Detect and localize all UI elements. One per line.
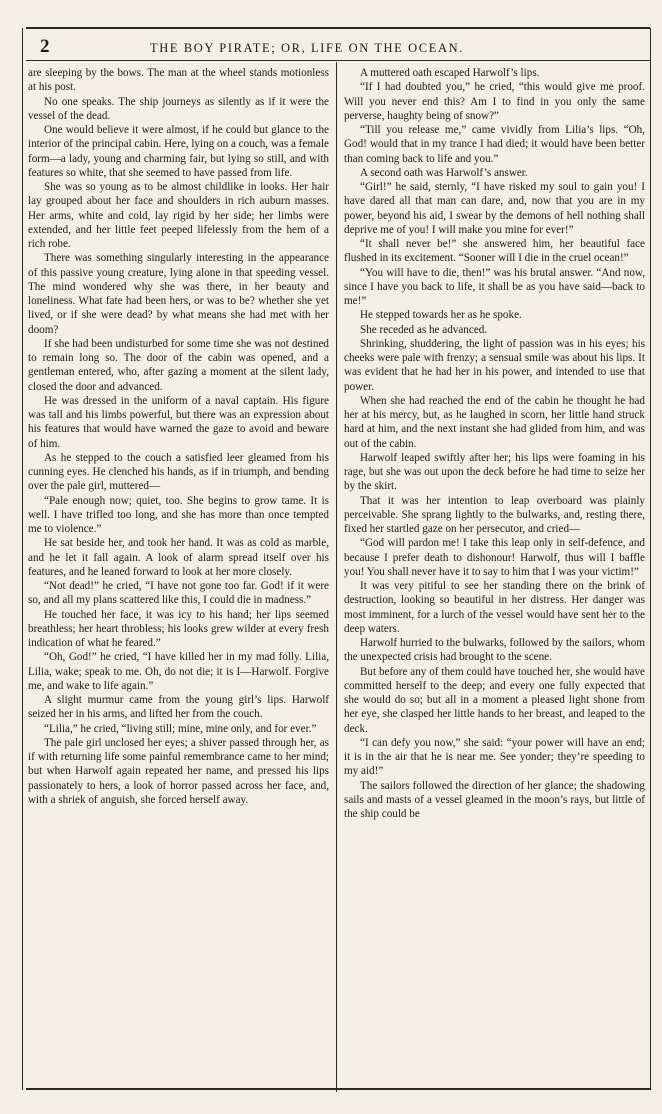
paragraph: If she had been undisturbed for some time she was not destined to remain long so. The door of the cabin was opened, and a gentleman entered, who, after gazing a moment at the silent lady, closed the door and advanced. [28, 337, 329, 393]
paragraph: “Not dead!” he cried, “I have not gone too far. God! if it were so, and all my plans scattered like this, I could die in madness.” [28, 580, 329, 607]
paragraph: “You will have to die, then!” was his brutal answer. “And now, since I have you back to life, it shall be as you have said—back to me!” [344, 266, 645, 307]
right-border-rule [650, 28, 651, 1090]
left-border-rule [22, 28, 23, 1090]
right-column [344, 66, 645, 1114]
paragraph: The sailors followed the direction of her glance; the shadowing sails and masts of a vessel gleamed in the moon’s rays, but little of the ship could be [344, 779, 645, 820]
page-number: 2 [40, 36, 50, 57]
header-rule [26, 60, 650, 61]
paragraph: No one speaks. The ship journeys as silently as if it were the vessel of the dead. [28, 95, 329, 122]
paragraph: He touched her face, it was icy to his hand; her lips seemed breathless; her heart throbless; his looks grew wilder at every fresh indication of what he feared.” [28, 608, 329, 649]
running-title: THE BOY PIRATE; OR, LIFE ON THE OCEAN. [150, 41, 464, 55]
left-column [28, 66, 329, 1114]
paragraph: “I can defy you now,” she said: “your power will have an end; it is in the air that he is near me. See yonder; they’re speeding to my aid!” [344, 736, 645, 778]
paragraph: He was dressed in the uniform of a naval captain. His figure was tall and his limbs powerful, but there was an expression about his features that would have warned the gaze to avoid and beware of him. [28, 394, 329, 450]
bottom-border-rule [26, 1088, 650, 1090]
paragraph: A slight murmur came from the young girl’s lips. Harwolf seized her in his arms, and lifted her from the couch. [28, 694, 329, 721]
paragraph: She receded as he advanced. [360, 323, 488, 336]
paragraph: That it was her intention to leap overboard was plainly perceivable. She sprang lightly to the bulwarks, and, resting there, fixed her startled gaze on her persecutor, and cried— [344, 494, 645, 535]
paragraph: Harwolf leaped swiftly after her; his lips were foaming in his rage, but she was out upon the deck before he had time to seize her by the skirt. [344, 451, 645, 493]
column-divider [336, 62, 337, 1092]
paragraph: “Lilia,” he cried, “living still; mine, mine only, and for ever.” [44, 722, 317, 735]
paragraph: Shrinking, shuddering, the light of passion was in his eyes; his cheeks were pale with frenzy; a sensual smile was about his lips. It was evident that he had her in his power, and intended to use that power. [344, 337, 645, 393]
paragraph: One would believe it were almost, if he could but glance to the interior of the principal cabin. Here, lying on a couch, was a female form—a lady, young and charming fair, but lying so still, and with features so white, that she seemed to have passed from life. [28, 124, 329, 179]
paragraph: “God will pardon me! I take this leap only in self-defence, and because I prefer death to dishonour! Harwolf, thus will I baffle you! You shall never have it to say to him that I was your victim!” [344, 537, 645, 578]
paragraph: But before any of them could have touched her, she would have committed herself to the deep; and every one fully expected that she would do so; but all in a moment a pleased light shone from her eye, she clasped her little hands to her breast, and leaped to the deck. [344, 665, 645, 735]
paragraph: “It shall never be!” she answered him, her beautiful face flushed in its excitement. “Sooner will I die in the cruel ocean!” [344, 238, 645, 265]
paragraph: A second oath was Harwolf’s answer. [360, 166, 528, 179]
paragraph: A muttered oath escaped Harwolf’s lips. [360, 67, 540, 79]
paragraph: “Pale enough now; quiet, too. She begins to grow tame. It is well. I have trifled too long, and she has more than once tempted me to violence.” [28, 494, 329, 535]
paragraph: “If I had doubted you,” he cried, “this would give me proof. Will you never end this? Am I to find in you only the same perverse, haughty being of snow?” [344, 81, 645, 122]
paragraph: The pale girl unclosed her eyes; a shiver passed through her, as if with returning life some painful remembrance came to her mind; but when Harwolf again repeated her name, and pressed his lips passionately to hers, a look of horror passed across her face, and, with a shriek of anguish, she forced herself away. [28, 736, 329, 806]
top-border-rule [26, 27, 650, 29]
paragraph: She was so young as to be almost childlike in looks. Her hair lay grouped about her face and shoulders in rich auburn masses. Her arms, white and cold, lay rigid by her side; her limbs were extended, and her little feet peeped lifelessly from the hem of a rich robe. [28, 181, 329, 250]
paragraph: “Oh, God!” he cried, “I have killed her in my mad folly. Lilia, Lilia, wake; speak to me. Oh, do not die; it is I—Harwolf. Forgive me, and wake to life again.” [28, 651, 329, 692]
paragraph: There was something singularly interesting in the appearance of this passive young creature, lying alone in that speeding vessel. The mind wondered why she was there, in her beauty and loneliness. What fate had been hers, or was to be? whether she yet lived, or if she were dead? by what means she had met with her doom? [28, 252, 329, 336]
paragraph: are sleeping by the bows. The man at the wheel stands motionless at his post. [28, 67, 329, 94]
paragraph: It was very pitiful to see her standing there on the brink of destruction, looking so beautiful in her distress. Her danger was most imminent, for a lurch of the vessel would have sent her to the deep waters. [344, 580, 645, 635]
paragraph: “Girl!” he said, sternly, “I have risked my soul to gain you! I have dared all that man can dare, and, now that you are in my power, beyond his aid, I swear by the demons of hell nothing shall deprive me of you! I will make you mine for ever!” [344, 181, 645, 236]
paragraph: When she had reached the end of the cabin he thought he had her at his mercy, but, as he laughed in scorn, her little hand struck hard at him, and the next instant she had glided from him, and was out of the cabin. [344, 394, 645, 450]
paragraph: As he stepped to the couch a satisfied leer gleamed from his cunning eyes. He clenched his hands, as if in triumph, and bending over the pale girl, muttered— [28, 451, 329, 493]
paragraph: Harwolf hurried to the bulwarks, followed by the sailors, whom the unexpected crisis had brought to the scene. [344, 637, 645, 664]
paragraph: He stepped towards her as he spoke. [360, 309, 522, 322]
paragraph: He sat beside her, and took her hand. It was as cold as marble, and he let it fall again. A look of alarm spread itself over his features, and he leaned forward to look at her more closely. [28, 537, 329, 578]
paragraph: “Till you release me,” came vividly from Lilia’s lips. “Oh, God! would that in my trance I had died; it would have been better than coming back to life and you.” [344, 124, 645, 165]
